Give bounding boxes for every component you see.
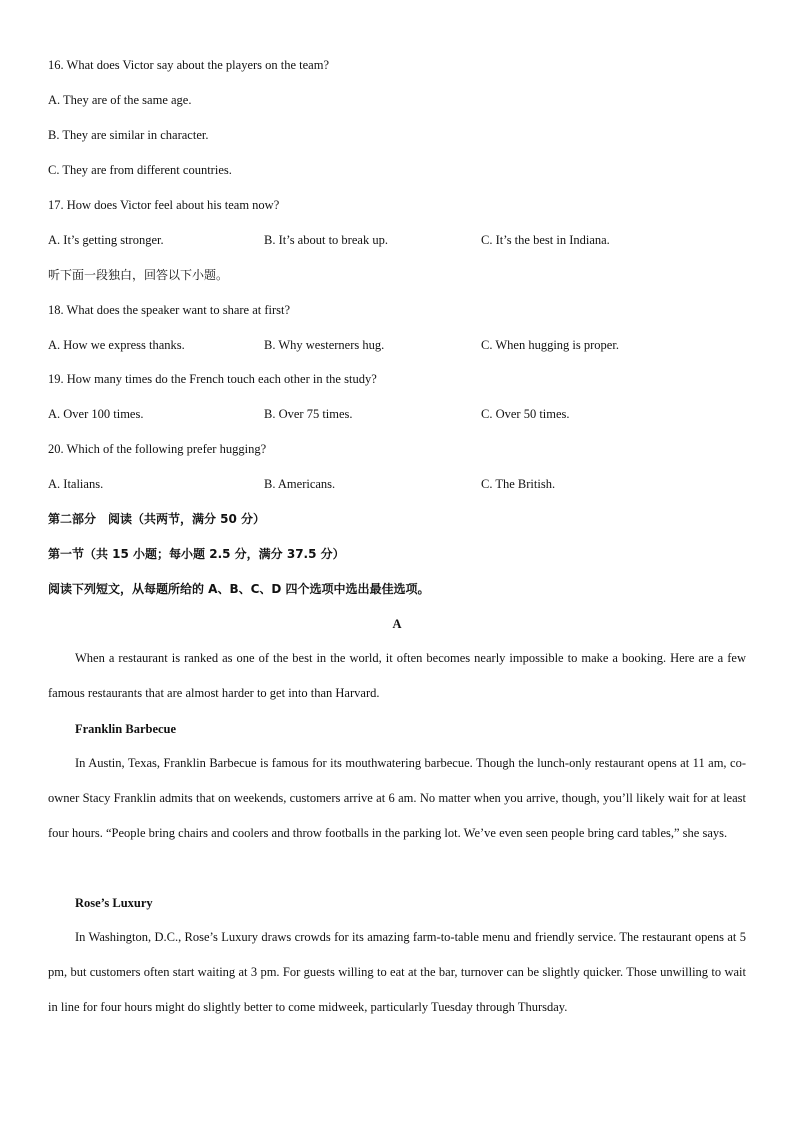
question-16-option-a: A. They are of the same age. (48, 93, 192, 107)
question-18-stem: 18. What does the speaker want to share at first? (48, 303, 291, 317)
question-19-option-b: B. Over 75 times. (264, 407, 353, 421)
question-17-option-c: C. It’s the best in Indiana. (481, 233, 610, 247)
question-17-stem: 17. How does Victor feel about his team now? (48, 198, 280, 212)
section-text-roses-luxury: In Washington, D.C., Rose’s Luxury draws crowds for its amazing farm-to-table menu and friendly service. The restaurant opens at 5 pm, but customers often start waiting at 3 pm. For guests willing to eat at the bar, turnover can be slightly quicker. Those unwilling to wait in line for four hours might do slightly better to come midweek, particularly Tuesday through Thursday. (48, 930, 746, 1014)
question-20-option-c: C. The British. (481, 477, 556, 491)
section-heading-roses-luxury: Rose’s Luxury (75, 896, 153, 910)
question-19-option-a: A. Over 100 times. (48, 407, 144, 421)
passage-intro: When a restaurant is ranked as one of the best in the world, it often becomes nearly impossible to make a booking. Here are a few famous restaurants that are almost harder to get into than Harvard. (48, 651, 746, 700)
question-18-option-c: C. When hugging is proper. (481, 338, 619, 352)
monologue-instruction: 听下面一段独白，回答以下小题。 (48, 268, 229, 282)
question-19-stem: 19. How many times do the French touch each other in the study? (48, 372, 377, 386)
reading-instruction: 阅读下列短文，从每题所给的 A、B、C、D 四个选项中选出最佳选项。 (48, 582, 430, 596)
section-heading-franklin-barbecue: Franklin Barbecue (75, 722, 177, 736)
question-19-option-c: C. Over 50 times. (481, 407, 570, 421)
question-18-option-a: A. How we express thanks. (48, 338, 185, 352)
question-17-option-b: B. It’s about to break up. (264, 233, 388, 247)
passage-label: A (392, 617, 402, 631)
part-two-title: 第二部分 阅读（共两节，满分 50 分） (48, 512, 266, 526)
question-17-option-a: A. It’s getting stronger. (48, 233, 164, 247)
section-text-franklin-barbecue: In Austin, Texas, Franklin Barbecue is famous for its mouthwatering barbecue. Though the lunch-only restaurant opens at 11 am, co-owner Stacy Franklin admits that on weekends, customers arrive at 6 am. No matter when you arrive, though, you’ll likely wait for at least four hours. “People bring chairs and coolers and throw footballs in the parking lot. We’ve even seen people bring card tables,” she says. (48, 756, 746, 840)
question-20-stem: 20. Which of the following prefer hugging? (48, 442, 267, 456)
question-20-option-b: B. Americans. (264, 477, 336, 491)
question-20-option-a: A. Italians. (48, 477, 104, 491)
question-16-option-b: B. They are similar in character. (48, 128, 209, 142)
question-18-option-b: B. Why westerners hug. (264, 338, 385, 352)
question-16-stem: 16. What does Victor say about the players on the team? (48, 58, 329, 72)
section-one-title: 第一节（共 15 小题；每小题 2.5 分，满分 37.5 分） (48, 547, 345, 561)
question-16-option-c: C. They are from different countries. (48, 163, 232, 177)
